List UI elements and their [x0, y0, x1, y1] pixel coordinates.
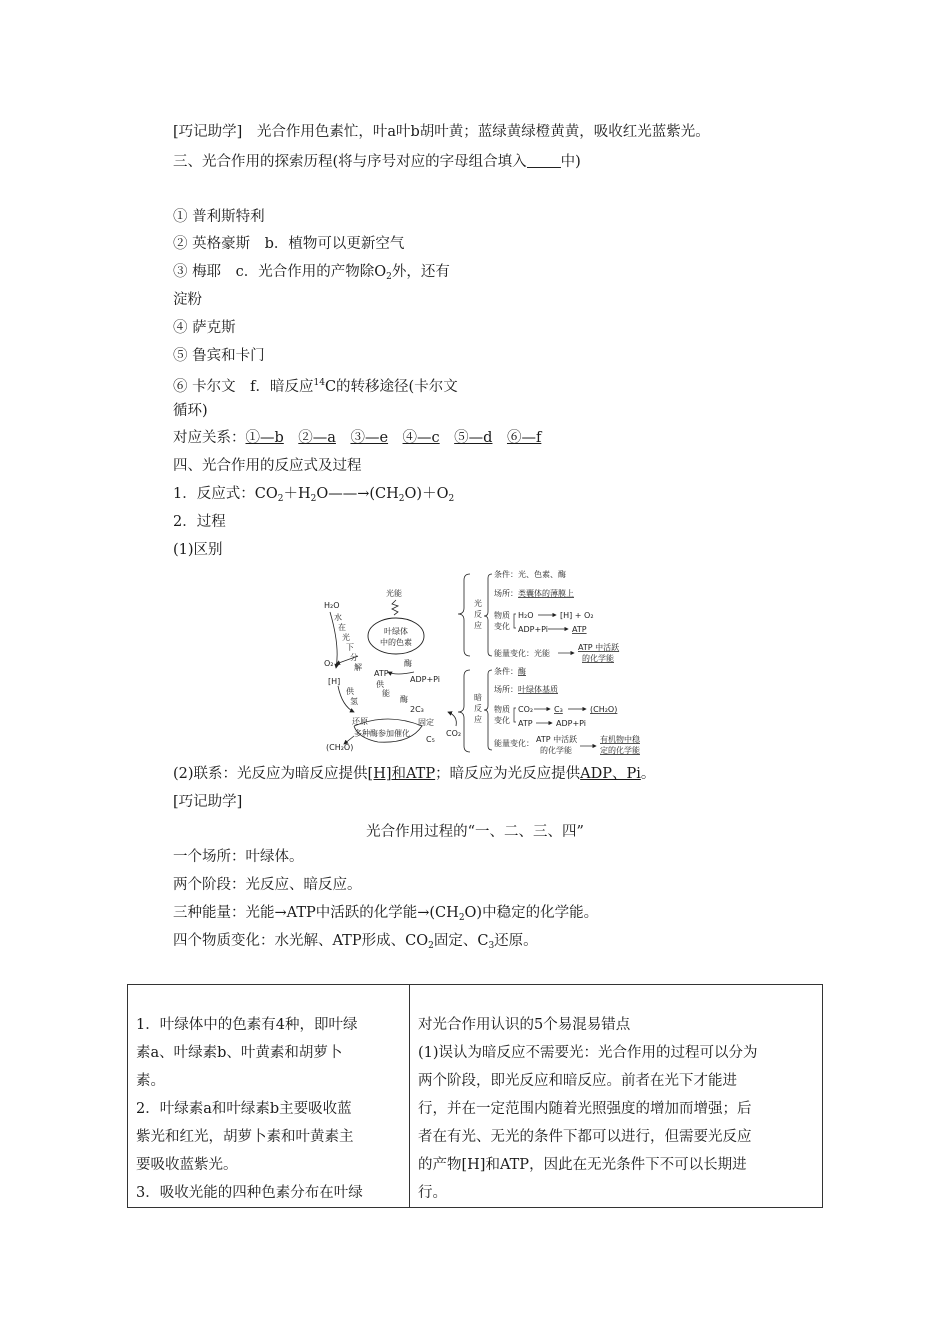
dr-site: 叶绿体基质: [518, 685, 558, 694]
svg-text:暗: 暗: [474, 693, 482, 702]
diag-h2o: H₂O: [324, 601, 340, 610]
table-left-line: 素。: [136, 1073, 165, 1089]
brace-light-inner: [484, 574, 492, 656]
lr-condition: 条件：光、色素、酶: [494, 570, 566, 579]
diag-light: 光能: [386, 589, 402, 598]
lr-site: 类囊体的薄膜上: [518, 589, 574, 598]
lr-mat-h-o2: [H] + O₂: [560, 611, 594, 620]
dr-mat-atp: ATP: [518, 719, 533, 728]
svg-text:解: 解: [354, 663, 362, 672]
lr-mat-adp: ADP+Pi: [518, 625, 549, 634]
diag-enzyme: 酶: [404, 659, 412, 668]
lr-mat-h2o: H₂O: [518, 611, 534, 620]
table-right-line: (1)误认为暗反应不需要光：光合作用的过程可以分为: [418, 1045, 758, 1061]
item-6-cont: 循环): [173, 403, 208, 419]
table-left-line: 素a、叶绿素b、叶黄素和胡萝卜: [136, 1045, 343, 1061]
diag-pigment-2: 中的色素: [380, 638, 412, 647]
diag-reduce: 还原: [352, 717, 368, 726]
diag-gongqing-1: 供: [346, 687, 354, 696]
svg-text:下: 下: [346, 643, 354, 652]
svg-text:分: 分: [350, 653, 358, 662]
table-right-line: 者在有光、无光的条件下都可以进行，但需要光反应: [418, 1129, 752, 1145]
diag-atp: ATP: [374, 669, 389, 678]
one-site: 一个场所：叶绿体。: [173, 849, 304, 865]
svg-text:光: 光: [342, 633, 350, 642]
dr-energy-label: 能量变化：: [494, 739, 534, 748]
dark-reaction-label: [474, 692, 482, 724]
brace-light: [458, 574, 470, 656]
lr-material-1: 物质: [494, 611, 510, 620]
mnemonic2-label: [巧记助学]: [173, 794, 243, 810]
item-1: ① 普利斯特利: [173, 209, 265, 225]
mnemonic2-title: 光合作用过程的“一、二、三、四”: [366, 824, 584, 840]
table-left-line: 要吸收蓝紫光。: [136, 1157, 238, 1173]
dr-material-2: 变化: [494, 716, 510, 725]
table-right-line: 行。: [418, 1185, 447, 1201]
lr-energy-label: 能量变化：光能: [494, 649, 550, 658]
item-5: ⑤ 鲁宾和卡门: [173, 348, 265, 364]
item-6: ⑥ 卡尔文 f．暗反应$^{14}$C的转移途径(卡尔文: [173, 378, 458, 395]
dr-condition: 酶: [518, 667, 526, 676]
arrow-adp-atp: [388, 672, 414, 674]
diag-c5: C₅: [426, 735, 435, 744]
dr-mat-co2: CO₂: [518, 705, 534, 714]
table-left-line: 2．叶绿素a和叶绿素b主要吸收蓝: [136, 1101, 352, 1117]
lr-mat-bracket: [514, 614, 516, 628]
item-3: ③ 梅耶 c．光合作用的产物除$O_2$外，还有: [173, 264, 450, 282]
diag-multi: 多种酶参加催化: [354, 729, 410, 738]
light-zigzag: [392, 600, 398, 615]
three-energies: 三种能量：光能→ATP中活跃的化学能$\to(CH_2O)$中稳定的化学能。: [173, 905, 599, 923]
table-left-cell: [136, 1011, 363, 1207]
process-heading: 2．过程: [173, 514, 226, 530]
table-left-line: 紫光和红光，胡萝卜素和叶黄素主: [136, 1129, 354, 1145]
section4-heading: 四、光合作用的反应式及过程: [173, 458, 362, 474]
dr-mat-c3: C₃: [554, 705, 563, 714]
svg-text:应: 应: [474, 621, 482, 630]
lr-mat-atp: ATP: [572, 625, 587, 634]
table-right-line: 对光合作用认识的5个易混易错点: [418, 1017, 631, 1033]
diag-gongqing-2: 氢: [350, 697, 358, 706]
fill-blank: [527, 153, 561, 168]
dr-energy-a2: 的化学能: [540, 746, 572, 755]
table-right-cell: [418, 1011, 758, 1207]
diag-fix: 固定: [418, 718, 434, 727]
svg-text:反: 反: [474, 610, 482, 619]
svg-text:在: 在: [338, 623, 346, 632]
dr-condition-label: 条件：: [494, 667, 518, 676]
diag-co2: CO₂: [446, 729, 462, 738]
diag-o2: O₂: [324, 659, 334, 668]
arrow-co2: [448, 712, 456, 726]
table-left-line: 3．吸收光能的四种色素分布在叶绿: [136, 1185, 363, 1201]
table-left-line: 1．叶绿体中的色素有4种，即叶绿: [136, 1017, 358, 1033]
item-2: ② 英格豪斯 b．植物可以更新空气: [173, 236, 405, 252]
two-stages: 两个阶段：光反应、暗反应。: [173, 877, 362, 893]
brace-dark-inner: [484, 670, 492, 750]
diag-ch2o: (CH₂O): [326, 743, 354, 752]
lr-energy-2: 的化学能: [582, 654, 614, 663]
table-right-line: 两个阶段，即光反应和暗反应。前者在光下才能进: [418, 1073, 737, 1089]
light-reaction-label: [474, 598, 482, 630]
diag-pigment-1: 叶绿体: [384, 627, 408, 636]
photosynthesis-diagram: [318, 566, 678, 758]
correspondence: 对应关系：①—b ②—a ③—e ④—c ⑤—d ⑥—f: [173, 430, 542, 446]
lr-site-label: 场所：: [494, 589, 518, 598]
difference-heading: (1)区别: [173, 542, 223, 558]
lr-material-2: 变化: [494, 622, 510, 631]
dr-energy-b1: 有机物中稳: [600, 735, 640, 744]
dr-site-label: 场所：: [494, 685, 518, 694]
table-divider: [409, 985, 410, 1207]
dr-mat-bracket: [514, 708, 516, 722]
dr-mat-ch2o: (CH₂O): [590, 705, 618, 714]
svg-text:应: 应: [474, 715, 482, 724]
section3-heading: 三、光合作用的探索历程(将与序号对应的字母组合填入 中): [173, 154, 581, 170]
dr-energy-b2: 定的化学能: [600, 746, 640, 755]
four-changes: 四个物质变化：水光解、ATP形成、$CO_2$固定、$C_3$还原。: [173, 933, 538, 951]
brace-dark: [458, 670, 470, 752]
diag-neng: 能: [382, 689, 390, 698]
svg-text:水: 水: [334, 613, 342, 622]
relation: (2)联系：光反应为暗反应提供[H]和ATP；暗反应为光反应提供ADP、Pi。: [173, 766, 656, 782]
diag-h: [H]: [328, 677, 341, 686]
lr-energy-1: ATP 中活跃: [578, 643, 620, 652]
dr-material-1: 物质: [494, 705, 510, 714]
svg-text:光: 光: [474, 599, 482, 608]
diag-enzyme-2: 酶: [400, 695, 408, 704]
dr-mat-adp: ADP+Pi: [556, 719, 587, 728]
notes-table: [127, 984, 823, 1208]
item-3-cont: 淀粉: [173, 292, 202, 308]
pigment-ellipse: [368, 618, 424, 654]
diag-2c3: 2C₃: [410, 705, 424, 714]
diag-gong: 供: [376, 680, 384, 689]
mnemonic-pigments: [巧记助学] 光合作用色素忙，叶a叶b胡叶黄；蓝绿黄绿橙黄黄，吸收红光蓝紫光。: [173, 124, 710, 140]
reaction-formula: 1．反应式：$CO_2+H_2O——\to(CH_2O)+O_2$: [173, 486, 455, 504]
item-4: ④ 萨克斯: [173, 320, 236, 336]
table-right-line: 的产物[H]和ATP，因此在无光条件下不可以长期进: [418, 1157, 747, 1173]
table-right-line: 行，并在一定范围内随着光照强度的增加而增强；后: [418, 1101, 752, 1117]
svg-text:反: 反: [474, 704, 482, 713]
diag-adp: ADP+Pi: [410, 675, 441, 684]
dr-energy-a1: ATP 中活跃: [536, 735, 578, 744]
